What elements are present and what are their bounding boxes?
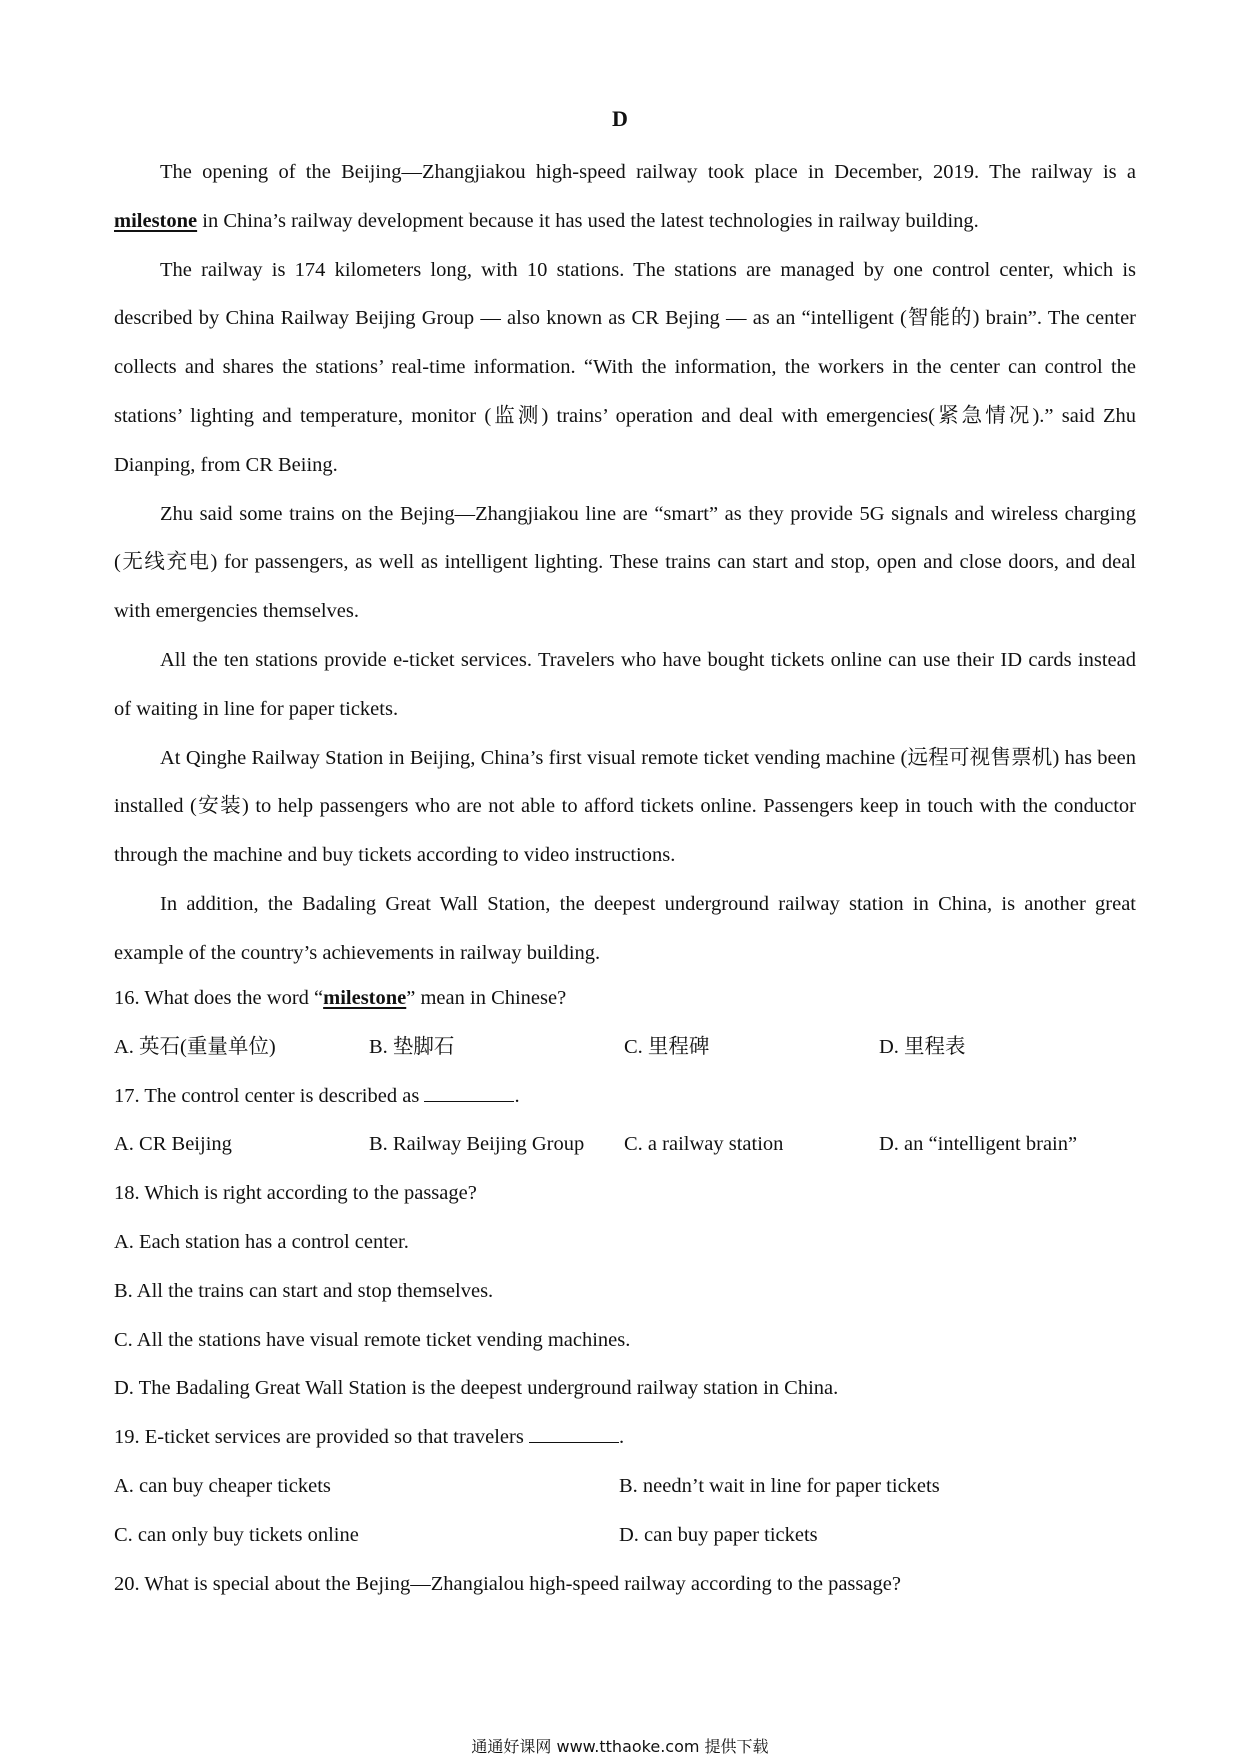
question-19-option-c[interactable]: C. can only buy tickets online	[114, 1523, 359, 1546]
question-17-options	[114, 1120, 1136, 1169]
paragraph-4: All the ten stations provide e-ticket services. Travelers who have bought tickets online can use their ID cards instead of waiting in line for paper tickets.	[114, 648, 1136, 720]
question-18-option-d[interactable]: D. The Badaling Great Wall Station is the deepest underground railway station in China.	[114, 1377, 839, 1400]
question-17-blank	[424, 1083, 514, 1102]
question-19-option-d[interactable]: D. can buy paper tickets	[619, 1523, 818, 1546]
question-16-stem	[114, 974, 1136, 1023]
reading-passage	[114, 148, 1136, 978]
question-19-options-row-1	[114, 1462, 1136, 1511]
question-16-options	[114, 1023, 1136, 1072]
question-18-option-b[interactable]: B. All the trains can start and stop themselves.	[114, 1279, 494, 1302]
question-19-stem	[114, 1413, 1136, 1462]
question-17-option-c[interactable]: C. a railway station	[624, 1133, 784, 1156]
question-17-stem-text: 17. The control center is described as	[114, 1084, 425, 1107]
question-17-option-a[interactable]: A. CR Beijing	[114, 1133, 232, 1156]
question-18-stem: 18. Which is right according to the passage?	[114, 1182, 477, 1205]
question-16-option-c[interactable]: C. 里程碑	[624, 1035, 710, 1058]
paragraph-1-text-a: The opening of the Beijing—Zhangjiakou high-speed railway took place in December, 2019. The railway is a	[160, 161, 1136, 183]
page-footer: 通通好课网 www.tthaoke.com 提供下载	[471, 1737, 769, 1756]
question-18-option-a[interactable]: A. Each station has a control center.	[114, 1230, 409, 1253]
question-19-blank	[529, 1424, 619, 1443]
question-19-option-b[interactable]: B. needn’t wait in line for paper tickets	[619, 1474, 940, 1497]
question-16-term: milestone	[323, 987, 407, 1009]
question-16-option-a[interactable]: A. 英石(重量单位)	[114, 1035, 276, 1058]
paragraph-5: At Qinghe Railway Station in Beijing, China’s first visual remote ticket vending machine (远程可视售票机) has been installed (安装) to help passengers who are not able to afford tickets online. Passengers keep in touch with the conductor through the machine and buy tickets according to video instructions.	[114, 746, 1136, 867]
question-18-option-c[interactable]: C. All the stations have visual remote ticket vending machines.	[114, 1328, 631, 1351]
question-19-option-a[interactable]: A. can buy cheaper tickets	[114, 1474, 331, 1497]
paragraph-6: In addition, the Badaling Great Wall Station, the deepest underground railway station in China, is another great example of the country’s achievements in railway building.	[114, 892, 1136, 964]
section-title: D	[612, 106, 628, 131]
question-17-option-b[interactable]: B. Railway Beijing Group	[369, 1133, 585, 1156]
paragraph-3: Zhu said some trains on the Bejing—Zhangjiakou line are “smart” as they provide 5G signals and wireless charging (无线充电) for passengers, as well as intelligent lighting. These trains can start and stop, open and close doors, and deal with emergencies themselves.	[114, 502, 1136, 623]
question-19-stem-end: .	[618, 1426, 625, 1449]
question-17-stem-end: .	[514, 1084, 520, 1107]
question-16-stem-b: ” mean in Chinese?	[406, 987, 567, 1009]
paragraph-2: The railway is 174 kilometers long, with 10 stations. The stations are managed by one control center, which is described by China Railway Beijing Group — also known as CR Bejing — as an “intelligent (智能的) brain”. The center collects and shares the stations’ real-time information. “With the information, the workers in the center can control the stations’ lighting and temperature, monitor (监测) trains’ operation and deal with emergencies(紧急情况).” said Zhu Dianping, from CR Beiing.	[114, 258, 1136, 476]
question-17-stem	[114, 1072, 1136, 1121]
question-list	[114, 974, 1136, 1608]
question-19-stem-text: 19. E-ticket services are provided so that travelers	[114, 1426, 529, 1449]
paragraph-1	[114, 148, 1136, 246]
question-16-option-d[interactable]: D. 里程表	[879, 1035, 966, 1058]
question-16-stem-a: 16. What does the word “	[114, 987, 324, 1009]
question-16-option-b[interactable]: B. 垫脚石	[369, 1035, 455, 1058]
question-19-options-row-2	[114, 1511, 1136, 1560]
question-17-option-d[interactable]: D. an “intelligent brain”	[879, 1133, 1078, 1156]
question-20-stem: 20. What is special about the Bejing—Zhangialou high-speed railway according to the passage?	[114, 1572, 901, 1595]
paragraph-1-text-b: in China’s railway development because it has used the latest technologies in railway building.	[197, 209, 979, 232]
milestone-term: milestone	[114, 209, 198, 232]
